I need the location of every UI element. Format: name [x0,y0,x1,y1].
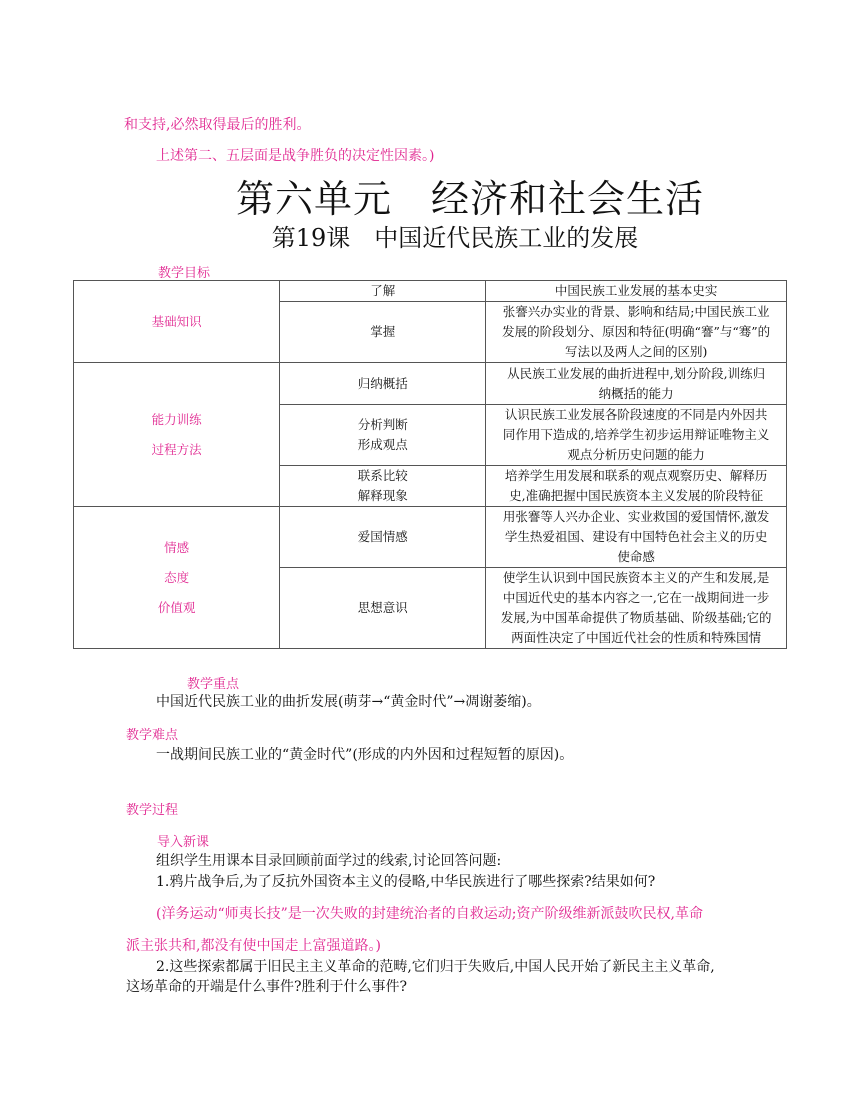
item-cell [280,405,486,466]
item-label: 思想意识 [357,600,408,615]
process-heading: 教学过程 [126,803,179,818]
table-row [74,507,787,568]
desc-line: 使命感 [617,549,655,564]
item-label: 掌握 [370,324,396,339]
desc-line: 纳概括的能力 [598,385,674,401]
desc-line: 用张謇等人兴办企业、实业救国的爱国情怀,激发 [502,509,770,524]
desc-line: 史,准确把握中国民族资本主义发展的阶段特征 [509,488,764,503]
unit-title: 第六单元 经济和社会生活 [235,177,704,221]
intro-lesson-heading: 导入新课 [157,835,210,850]
category-basic-knowledge [74,281,280,363]
item-cell [280,363,486,405]
item-cell [280,568,486,649]
category-label: 价值观 [157,599,196,615]
item-label: 分析判断 [357,417,408,432]
item-label: 归纳概括 [357,375,408,391]
answer-1-line-1: (洋务运动“师夷长技”是一次失败的封建统治者的自救运动;资产阶级维新派鼓吹民权,革命 [156,906,703,922]
key-point-heading: 教学重点 [187,677,240,692]
instruction-text: 组织学生用课本目录回顾前面学过的线索,讨论回答问题: [156,853,502,869]
item-label: 了解 [370,283,396,298]
objectives-table [73,280,787,649]
category-emotion [74,507,280,649]
question-2-line-2: 这场革命的开端是什么事件?胜利于什么事件? [126,979,408,995]
category-label: 态度 [164,569,190,585]
key-point-text: 中国近代民族工业的曲折发展(萌芽→“黄金时代”→凋谢萎缩)。 [156,694,541,710]
intro-line-2: 上述第二、五层面是战争胜负的决定性因素。) [156,148,435,164]
desc-line: 中国近代史的基本内容之一,它在一战期间进一步 [502,590,770,605]
intro-line-1: 和支持,必然取得最后的胜利。 [124,117,311,133]
desc-cell [486,302,787,363]
desc-line: 使学生认识到中国民族资本主义的产生和发展,是 [502,570,770,585]
desc-line: 培养学生用发展和联系的观点观察历史、解释历 [504,468,768,483]
item-label: 解释现象 [357,488,408,503]
item-cell [280,507,486,568]
table-row [74,363,787,405]
objectives-heading: 教学目标 [158,266,211,281]
desc-cell [486,507,787,568]
desc-cell [486,281,787,302]
category-label: 基础知识 [151,313,202,329]
answer-1-line-2: 派主张共和,都没有使中国走上富强道路。) [126,938,381,954]
question-1: 1.鸦片战争后,为了反抗外国资本主义的侵略,中华民族进行了哪些探索?结果如何? [156,874,656,890]
desc-cell [486,363,787,405]
desc-line: 同作用下造成的,培养学生初步运用辩证唯物主义 [502,427,770,442]
desc-line: 认识民族工业发展各阶段速度的不同是内外因共 [504,407,768,422]
difficult-point-text: 一战期间民族工业的“黄金时代”(形成的内外因和过程短暂的原因)。 [156,747,574,763]
category-label: 能力训练 [151,411,202,427]
item-label: 联系比较 [357,468,408,483]
table-row [74,281,787,302]
desc-line: 发展,为中国革命提供了物质基础、阶级基础;它的 [500,610,772,625]
question-2-line-1: 2.这些探索都属于旧民主主义革命的范畴,它们归于失败后,中国人民开始了新民主主义革命, [156,959,715,975]
desc-cell [486,568,787,649]
item-cell [280,281,486,302]
desc-cell [486,405,787,466]
desc-line: 从民族工业发展的曲折进程中,划分阶段,训练归 [507,365,766,381]
desc-line: 发展的阶段划分、原因和特征(明确“謇”与“骞”的 [502,324,771,339]
desc-cell [486,466,787,507]
lesson-title: 第19课 中国近代民族工业的发展 [271,224,639,252]
desc-text: 中国民族工业发展的基本史实 [554,283,718,298]
category-label: 过程方法 [151,441,202,457]
desc-line: 学生热爱祖国、建设有中国特色社会主义的历史 [504,529,768,544]
desc-line: 张謇兴办实业的背景、影响和结局;中国民族工业 [502,304,770,319]
item-cell [280,466,486,507]
category-ability [74,363,280,507]
item-cell [280,302,486,363]
item-label: 爱国情感 [357,529,408,544]
difficult-point-heading: 教学难点 [126,728,179,743]
desc-line: 观点分析历史问题的能力 [567,447,705,462]
category-label: 情感 [164,539,190,555]
desc-line: 写法以及两人之间的区别) [564,344,708,359]
desc-line: 两面性决定了中国近代社会的性质和特殊国情 [511,630,762,645]
item-label: 形成观点 [357,437,408,452]
